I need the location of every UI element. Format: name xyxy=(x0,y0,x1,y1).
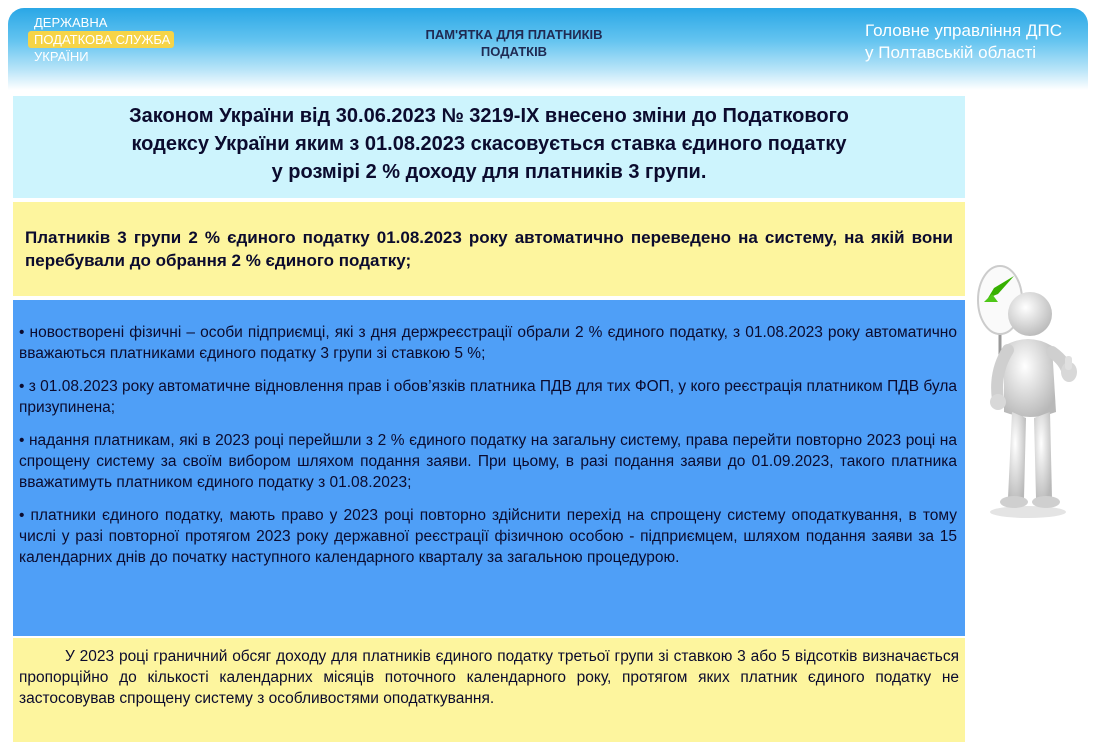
organization-name xyxy=(865,20,1062,64)
memo-title-line-1: ПАМ'ЯТКА ДЛЯ ПЛАТНИКІВ xyxy=(425,27,603,42)
organization-line-2: у Полтавській області xyxy=(865,43,1037,62)
dps-logo xyxy=(28,14,174,65)
income-limit-note xyxy=(13,638,965,742)
thumbs-up-checkmark-figure-icon xyxy=(970,262,1080,524)
income-limit-text: У 2023 році граничний обсяг доходу для платників єдиного податку третьої групи зі ставкою 3 або 5 відсотків визначається пропорційно до кількості календарних місяців поточного календарного року, протягом яких платник єдиного податку не застосовував спрощену систему з особливостями оподаткування. xyxy=(19,648,959,707)
list-item: • платники єдиного податку, мають право у 2023 році повторно здійснити перехід на спрощену систему оподаткування, в тому числі у разі повторної протягом 2023 року державної реєстрації фізичною особою - підприємцем, шляхом подання заяви за 15 календарних днів до початку наступного календарного кварталу за загальною процедурою. xyxy=(19,507,957,566)
memo-title xyxy=(364,26,664,60)
law-line-3: у розмірі 2 % доходу для платників 3 групи. xyxy=(271,161,707,183)
logo-line-1: ДЕРЖАВНА xyxy=(34,15,108,30)
transfer-notice xyxy=(13,202,965,296)
list-item: • надання платникам, які в 2023 році перейшли з 2 % єдиного податку на загальну систему, права перейти повторно 2023 році на спрощену систему за своїм вибором шляхом подання заяви. При цьому, в разі подання заяви до 01.09.2023, такого платника вважатимуть платником єдиного податку з 01.08.2023; xyxy=(19,432,957,491)
list-item: • новостворені фізичні – особи підприємці, які з дня держреєстрації обрали 2 % єдиного податку, з 01.08.2023 року автоматично вважаються платниками єдиного податку 3 групи зі ставкою 5 %; xyxy=(19,324,957,362)
logo-line-2: ПОДАТКОВА СЛУЖБА xyxy=(28,31,174,48)
transfer-notice-text: Платників 3 групи 2 % єдиного податку 01.08.2023 року автоматично переведено на систему, на якій вони перебували до обрання 2 % єдиного податку; xyxy=(25,228,953,270)
logo-line-3: УКРАЇНИ xyxy=(34,49,89,64)
law-line-2: кодексу України яким з 01.08.2023 скасовується ставка єдиного податку xyxy=(131,133,847,155)
law-announcement xyxy=(13,96,965,198)
list-item: • з 01.08.2023 року автоматичне відновлення прав і обов’язків платника ПДВ для тих ФОП, у кого реєстрація платником ПДВ була призупинена; xyxy=(19,378,958,416)
law-line-1: Законом України від 30.06.2023 № 3219-IX внесено зміни до Податкового xyxy=(129,105,849,127)
memo-title-line-2: ПОДАТКІВ xyxy=(480,44,548,59)
organization-line-1: Головне управління ДПС xyxy=(865,21,1062,40)
header-banner xyxy=(8,8,1088,90)
changes-list xyxy=(13,300,965,636)
